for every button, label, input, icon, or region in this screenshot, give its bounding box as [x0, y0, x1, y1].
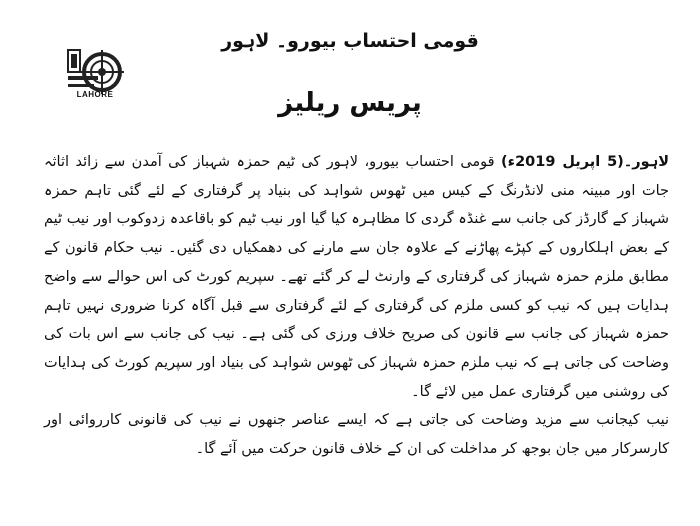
press-release-body [44, 148, 669, 464]
paragraph-2-text: نیب کیجانب سے مزید وضاحت کی جاتی ہے کہ ایسے عناصر جنھوں نے نیب کی قانونی کارروائی اور کارسرکار میں جان بوجھ کر مداخلت کی ان کے خلاف قانون حرکت میں آئے گا۔ [44, 412, 669, 458]
organization-title: قومی احتساب بیورو۔ لاہور [221, 30, 479, 52]
paragraph-1 [44, 148, 669, 406]
logo-caption: LAHORE [76, 90, 114, 99]
paragraph-2 [44, 406, 669, 463]
paragraph-1-text: قومی احتساب بیورو، لاہور کی ٹیم حمزہ شہباز کی آمدن سے زائد اثاثہ جات اور مبینہ منی لانڈرنگ کے کیس میں ٹھوس شواہد کی بنیاد پر گرفتاری کے لئے گئی تاہم حمزہ شہباز کے گارڈز کی جانب سے غنڈہ گردی کا مظاہرہ کیا گیا اور نیب ٹیم کو باقاعدہ زدوکوب اور نیب ٹیم کے بعض اہلکاروں کے کپڑے پھاڑنے کے علاوہ جان سے مارنے کی دھمکیاں دی گئیں۔ نیب حکام قانون کے مطابق ملزم حمزہ شہباز کی گرفتاری کے وارنٹ لے کر گئے تھے۔ سپریم کورٹ کی اس حوالے سے واضح ہدایات ہیں کہ نیب کو کسی ملزم کی گرفتاری کے لئے گرفتاری سے قبل آگاہ کرنا ضروری نہیں تاہم حمزہ شہباز کی جانب سے قانون کی صریح خلاف ورزی کی گئی ہے۔ نیب کی جانب سے اس بات کی وضاحت کی جاتی ہے کہ نیب ملزم حمزہ شہباز کی ٹھوس شواہد کی بنیاد اور سپریم کورٹ کی ہدایات کی روشنی میں گرفتاری عمل میں لائے گا۔ [44, 154, 669, 400]
dateline: لاہور۔(5 اپریل 2019ء) [501, 154, 670, 170]
document-title: پریس ریلیز [278, 88, 422, 118]
